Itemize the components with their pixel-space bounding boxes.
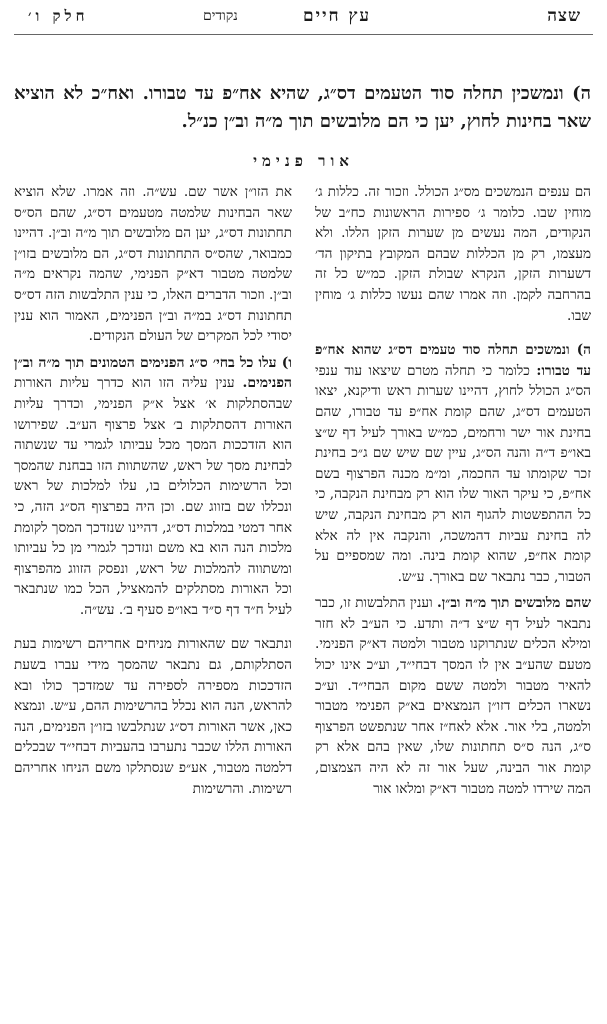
right-paragraph-3-heading: שהם מלובשים תוך מ״ה וב״ן. [436, 595, 591, 612]
section-name: נקודים [203, 8, 238, 24]
right-paragraph-2 [315, 340, 591, 587]
book-title: עץ חיים [303, 6, 371, 26]
left-paragraph-2-body: ענין עליה הזו הוא כדרך עליות האורות שבהסתלקות א׳ אצל א״ק הפנימי, וכדרך עליות האורות דהסתלקות ב׳ אצל פרצוף הע״ב. שפירושו הוא הזדככות המסך מכל עביותו לגמרי עד שנשתוה לבחינת מסך של ראש, שהשתוות הזו בבחנת שהמסך וכל הרשימות הכלולים בו, עלו למלכות של ראש ונכללו שם בזווג שם. וכן היה בפרצוף הס״ג הזה, כי אחר דמטי במלכות דס״ג, דהיינו שנזדכך המסך לקומת מלכות הנה הוא בא משם ונזדכך לגמרי מן כל עביותו ומשתווה להמלכות של ראש, ונפסק הזווג מהפרצוף וכל האורות מסתלקים להמאציל, הכל כמו שנתבאר לעיל ח״ד דף ס״ד באו״פ סעיף ב׳. עש״ה. [14, 375, 292, 618]
right-paragraph-3 [315, 593, 591, 799]
part-label: חלק ו׳ [28, 7, 89, 25]
right-paragraph-2-heading: ה) ונמשכים תחלה סוד טעמים דס״ג שהוא אח״פ עד טבורו: [315, 342, 591, 379]
left-column [14, 182, 292, 1012]
right-paragraph-1: הם ענפים הנמשכים מס״ג הכולל. וזכור זה. כללות ג׳ מוחין שבו. כלומר ג׳ ספירות הראשונות כח״ב של הנקודים, המה נעשים מן שערות הזקן הללו. ולא מעצמו, רק מן הכללות שבהם המקובץ בתיקון הד׳ דשערות הזקן, הנקרא שבולת הזקן. כמ״ש כל זה בהרחבה לקמן. וזה אמרו שהם נעשו כללות ג׳ מוחין שבו. [315, 184, 591, 324]
section-title: אור פנימי [253, 152, 354, 170]
left-paragraph-1: את הזו״ן אשר שם. עש״ה. וזה אמרו. שלא הוציא שאר הבחינות שלמטה מטעמים דס״ג, שהם הס״ס תחתונות דס״ג, יען הם מלובשים תוך מ״ה וב״ן. דהיינו כמבואר, שהס״ס התחתונות דס״ג, הם מלובשים בזו״ן שלמטה מטבור דא״ק הפנימי, שהמה נקראים מ״ה וב״ן. וזכור הדברים האלו, כי ענין התלבשות הזה דס״ס תחתונות דס״ג במ״ה וב״ן הפנימים, האמור הוא ענין יסודי לכל המקרים של העולם הנקודים. [14, 184, 292, 345]
main-text: ה) ונמשכין תחלה סוד הטעמים דס״ג, שהיא אח״פ עד טבורו. ואח״כ לא הוציא שאר בחינות לחוץ, יען כי הם מלובשים תוך מ״ה וב״ן כנ״ל. [14, 83, 591, 132]
right-paragraph-2-body: כלומר כי תחלה מטרם שיצאו עוד ענפי הס״ג הכולל לחוץ, דהיינו שערות ראש ודיקנא, יצאו הטעמים דס״ג, שהם קומת אח״פ עד טבורו, שהם בחינת אור ישר ורחמים, כמ״ש באורך לעיל דף ש״צ באו״פ ד״ה והנה הס״ג, עיין שם שיש שם ג״כ בחינת זכר שקומתו עד החכמה, ומ״מ מכנה הפרצוף בשם אח״פ, כי עיקר האור שלו הוא רק מבחינת הנקבה, כי כל ההתפשטות להגוף הוא רק מבחינת הנקבה, שיש לה בחינת עביות דהמשכה, והנקבה אין לה אלא קומת אח״פ, שהוא קומת בינה. ומה שמספיים על הטבור, כבר נתבאר שם באורך. ע״ש. [315, 362, 591, 585]
left-paragraph-3: ונתבאר שם שהאורות מניחים אחריהם רשימות בעת הסתלקותם, גם נתבאר שהמסך מידי עברו בשעת הזדככות מספירה לספירה עד שמזדכך כולו ובא להראש, הנה הוא נכלל בהרשימות ההם, ע״ש. ונמצא כאן, אשר האורות דס״ג שנתלבשו בזו״ן הפנימים, הנה האורות הללו שכבר נתערבו בהעביות דבחי״ד שבכלים דלמטה מטבור, אע״פ שנסתלקו משם הניחו אחריהם רשימות. והרשימות [14, 636, 292, 797]
right-paragraph-3-body: וענין התלבשות זו, כבר נתבאר לעיל דף ש״צ ד״ה ותדע. כי הע״ב לא חזר ומילא הכלים שנתרוקנו מטבור ולמטה דא״ק הפנימי. מטעם שהע״ב אין לו המסך דבחי״ד, וע״כ אינו יכול להאיר מטבור ולמטה ששם מקום הבחי״ד. וע״כ נשארו הכלים דזו״ן הנמצאים בא״ק הפנימי מטבור ולמטה, בלי אור. אלא לאח״ז אחר שנתפשט הפרצוף ס״ג, הנה ס״ס תחתונות שלו, שאין בהם אלא רק קומת אור הבינה, שעל אור זה לא היה הצמצום, המה שירדו למטה מטבור דא״ק ומלאו אור [315, 595, 591, 797]
left-paragraph-2-heading: ו) עלו כל בחי׳ ס״ג הפנימים הטמונים תוך מ״ה וב״ן הפנימים. [14, 354, 292, 392]
page-header [28, 6, 581, 32]
right-column [315, 182, 591, 1012]
left-paragraph-2 [14, 353, 292, 621]
header-rule [14, 34, 593, 35]
page-number: שצה [547, 6, 581, 26]
